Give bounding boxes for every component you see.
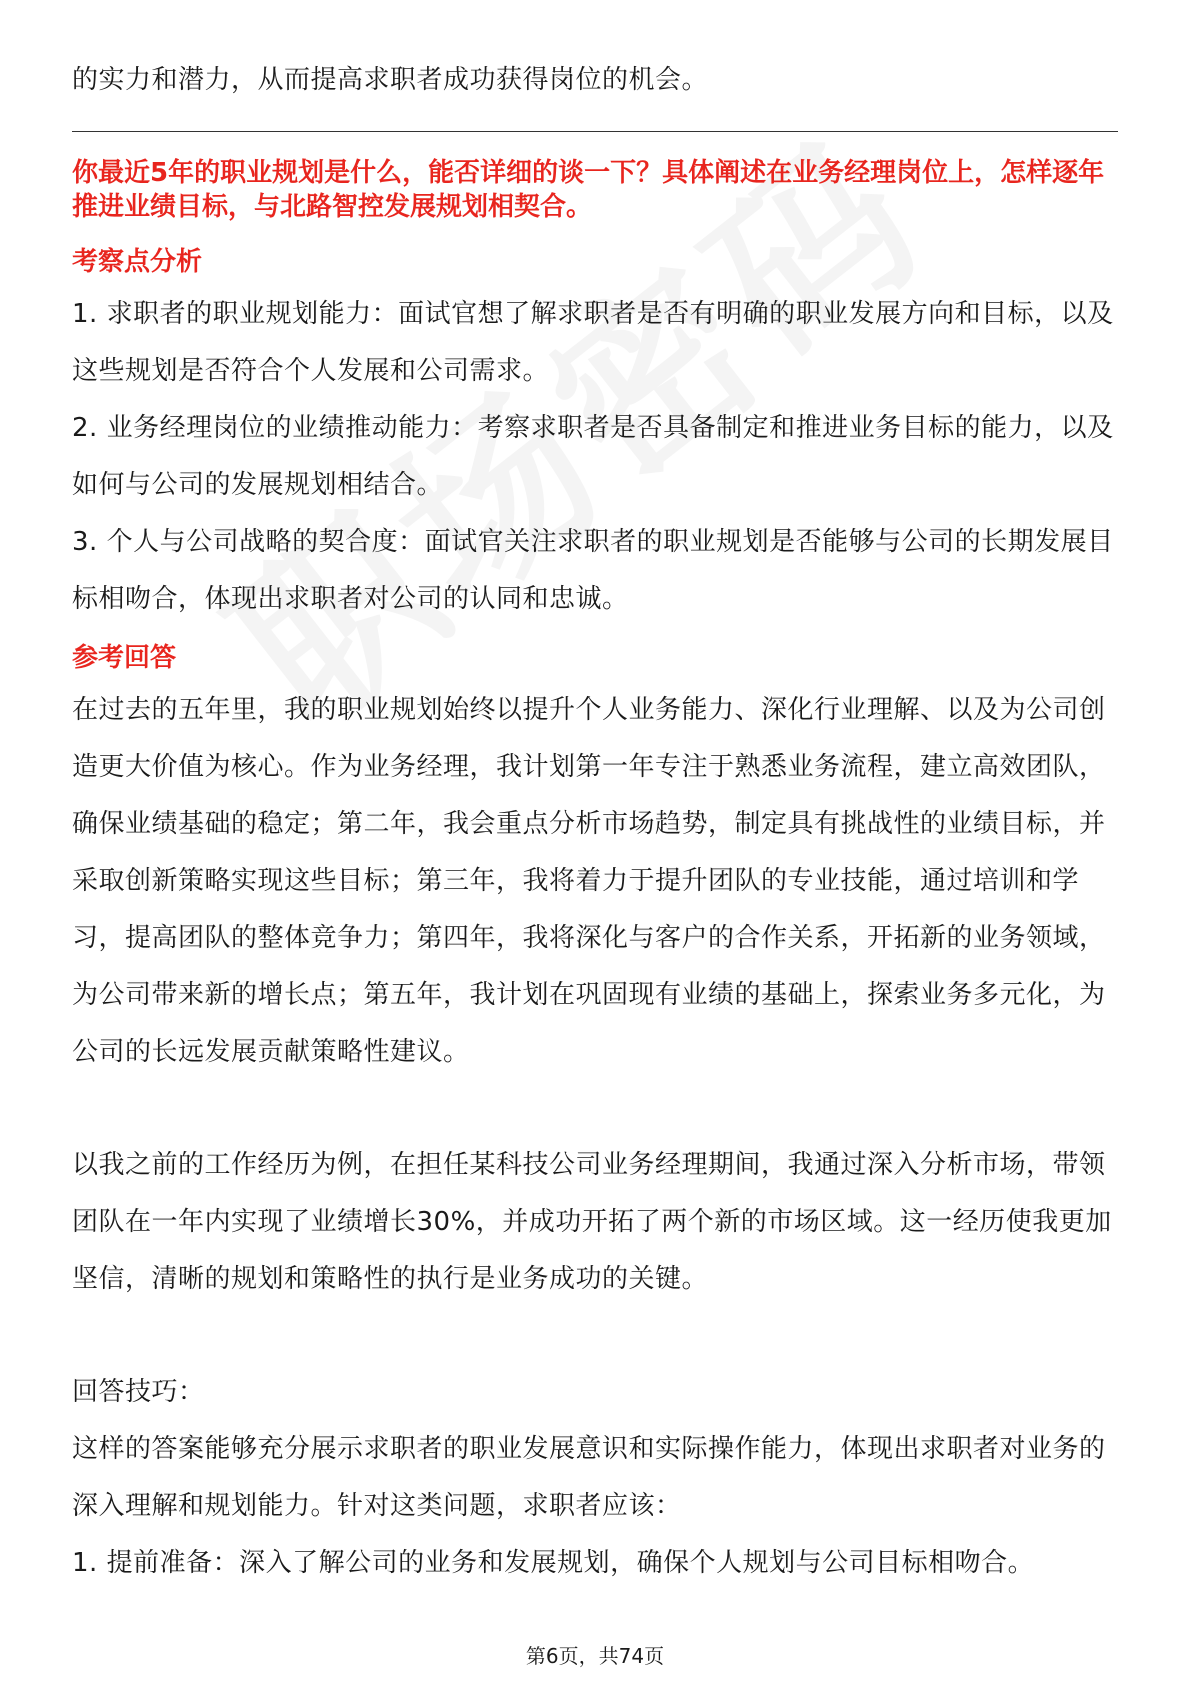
- paragraph-gap: [72, 1081, 1118, 1137]
- answer-paragraph-2: 以我之前的工作经历为例，在担任某科技公司业务经理期间，我通过深入分析市场，带领团队在一年内实现了业绩增长30%，并成功开拓了两个新的市场区域。这一经历使我更加坚信，清晰的规划和策略性的执行是业务成功的关键。: [72, 1150, 1112, 1294]
- answer-title: 参考回答: [72, 643, 177, 673]
- analysis-item-3: 3. 个人与公司战略的契合度：面试官关注求职者的职业规划是否能够与公司的长期发展目标相吻合，体现出求职者对公司的认同和忠诚。: [72, 527, 1114, 614]
- analysis-title: 考察点分析: [72, 247, 203, 277]
- interview-question: 你最近5年的职业规划是什么，能否详细的谈一下？具体阐述在业务经理岗位上，怎样逐年推进业绩目标，与北路智控发展规划相契合。: [72, 158, 1105, 222]
- tips-paragraph: 这样的答案能够充分展示求职者的职业发展意识和实际操作能力，体现出求职者对业务的深入理解和规划能力。针对这类问题，求职者应该：: [72, 1434, 1106, 1521]
- analysis-item-2: 2. 业务经理岗位的业绩推动能力：考察求职者是否具备制定和推进业务目标的能力，以及如何与公司的发展规划相结合。: [72, 413, 1114, 500]
- paragraph-gap: [72, 1308, 1118, 1364]
- tips-item-1: 1. 提前准备：深入了解公司的业务和发展规划，确保个人规划与公司目标相吻合。: [72, 1548, 1035, 1578]
- tips-title: 回答技巧：: [72, 1377, 205, 1407]
- analysis-item-1: 1. 求职者的职业规划能力：面试官想了解求职者是否有明确的职业发展方向和目标，以及这些规划是否符合个人发展和公司需求。: [72, 299, 1114, 386]
- answer-paragraph-1: 在过去的五年里，我的职业规划始终以提升个人业务能力、深化行业理解、以及为公司创造更大价值为核心。作为业务经理，我计划第一年专注于熟悉业务流程，建立高效团队，确保业绩基础的稳定；第二年，我会重点分析市场趋势，制定具有挑战性的业绩目标，并采取创新策略实现这些目标；第三年，我将着力于提升团队的专业技能，通过培训和学习，提高团队的整体竞争力；第四年，我将深化与客户的合作关系，开拓新的业务领域，为公司带来新的增长点；第五年，我计划在巩固现有业绩的基础上，探索业务多元化，为公司的长远发展贡献策略性建议。: [72, 695, 1106, 1067]
- page-content: [72, 52, 1118, 1592]
- section-divider: [72, 131, 1118, 132]
- intro-line: 的实力和潜力，从而提高求职者成功获得岗位的机会。: [72, 65, 709, 95]
- page-footer: 第6页，共74页: [525, 1644, 665, 1668]
